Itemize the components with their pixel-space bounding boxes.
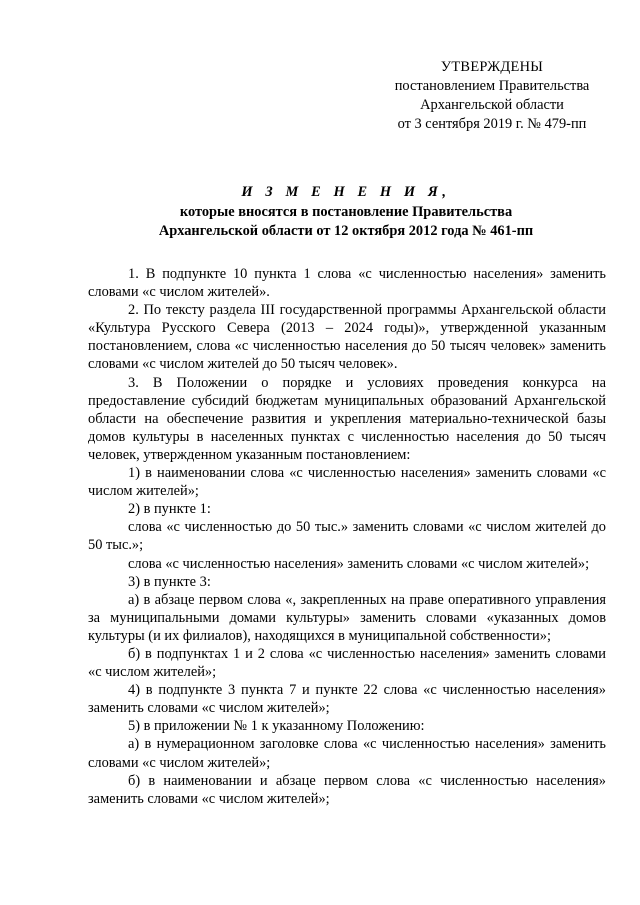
paragraph: 1) в наименовании слова «с численностью населения» заменить словами «с числом жителей»;	[88, 465, 606, 500]
approval-title: УТВЕРЖДЕНЫ	[440, 59, 544, 75]
paragraph: слова «с численностью населения» заменить словами «с числом жителей»;	[128, 555, 590, 572]
paragraph: б) в подпунктах 1 и 2 слова «с численностью населения» заменить словами «с числом жителей»;	[88, 645, 606, 681]
approval-line-1: постановлением Правительства	[394, 78, 590, 94]
document-subtitle-line-1: которые вносятся в постановление Правительства	[179, 203, 513, 220]
document-title	[80, 183, 612, 242]
document-heading: И З М Е Н Е Н И Я,	[241, 184, 451, 200]
approval-stamp	[378, 58, 606, 134]
paragraph: 2. По тексту раздела III государственной программы Архангельской области «Культура Русского Севера (2013 – 2024 годы)», утвержденной указанным постановлением, слова «с численностью населения до 50 тысяч человек» заменить словами «с числом жителей до 50 тысяч человек».	[88, 302, 606, 373]
paragraph: б) в наименовании и абзаце первом слова «с численностью населения» заменить словами «с числом жителей»;	[88, 772, 606, 807]
paragraph: а) в абзаце первом слова «, закрепленных на праве оперативного управления за муниципальными домами культуры» заменить словами «указанных домов культуры (и их филиалов), находящихся в муниципальной собственности»;	[88, 591, 606, 644]
paragraph: 3) в пункте 3:	[128, 573, 211, 590]
paragraph: 2) в пункте 1:	[128, 501, 211, 518]
paragraph: 5) в приложении № 1 к указанному Положению:	[128, 718, 425, 735]
paragraph: 3. В Положении о порядке и условиях проведения конкурса на предоставление субсидий бюджетам муниципальных образований Архангельской области на обеспечение развития и укрепления материально-технической базы домов культуры в населенных пунктах с численностью населения до 50 тысяч человек, утвержденном указанным постановлением:	[88, 374, 606, 463]
document-body	[88, 265, 606, 808]
paragraph: а) в нумерационном заголовке слова «с численностью населения» заменить словами «с числом жителей»;	[88, 736, 606, 771]
paragraph: 1. В подпункте 10 пункта 1 слова «с численностью населения» заменить словами «с числом жителей».	[88, 266, 606, 301]
paragraph: слова «с численностью до 50 тыс.» заменить словами «с числом жителей до 50 тыс.»;	[88, 519, 606, 554]
approval-line-3: от 3 сентября 2019 г. № 479-пп	[397, 116, 587, 132]
document-subtitle-line-2: Архангельской области от 12 октября 2012 года № 461-пп	[158, 223, 534, 239]
paragraph: 4) в подпункте 3 пункта 7 и пункте 22 слова «с численностью населения» заменить словами «с числом жителей»;	[88, 682, 606, 717]
approval-line-2: Архангельской области	[420, 97, 564, 113]
